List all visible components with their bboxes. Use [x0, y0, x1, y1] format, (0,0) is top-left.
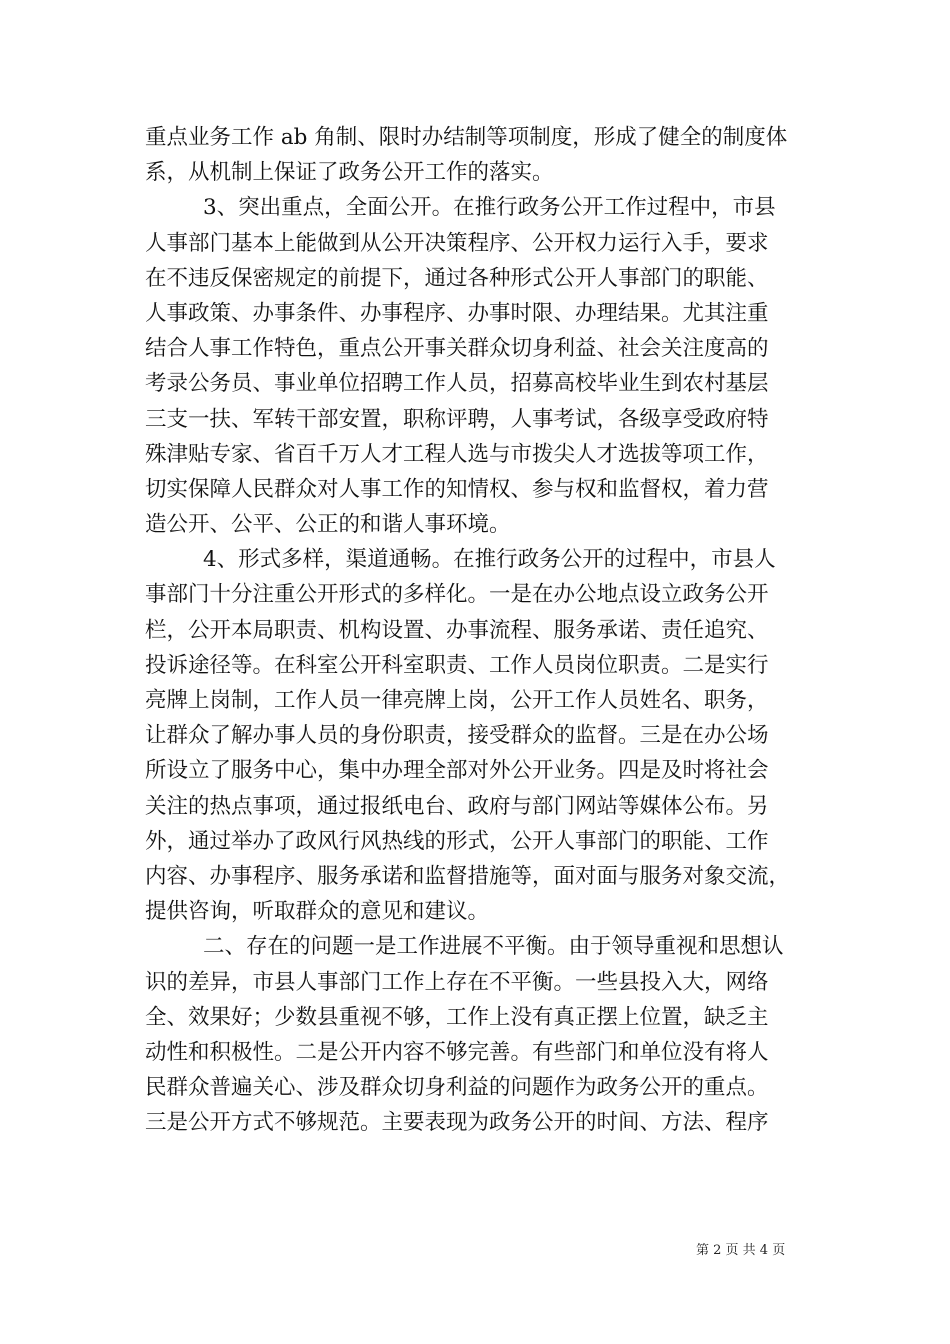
body-line: 民群众普遍关心、涉及群众切身利益的问题作为政务公开的重点。	[145, 1075, 769, 1101]
page-number-footer: 第 2 页 共 4 页	[696, 1243, 786, 1258]
body-line: 系，从机制上保证了政务公开工作的落实。	[145, 160, 554, 186]
body-line: 切实保障人民群众对人事工作的知情权、参与权和监督权，着力营	[145, 476, 769, 502]
document-body	[145, 120, 825, 1140]
body-line: 亮牌上岗制，工作人员一律亮牌上岗，公开工作人员姓名、职务，	[145, 688, 769, 713]
body-line: 造公开、公平、公正的和谐人事环境。	[145, 512, 511, 538]
body-line: 投诉途径等。在科室公开科室职责、工作人员岗位职责。二是实行	[145, 652, 769, 678]
body-line: 内容、办事程序、服务承诺和监督措施等，面对面与服务对象交流，	[145, 863, 791, 889]
body-line: 关注的热点事项，通过报纸电台、政府与部门网站等媒体公布。另	[145, 793, 769, 819]
body-line: 所设立了服务中心，集中办理全部对外公开业务。四是及时将社会	[145, 758, 769, 784]
body-line: 考录公务员、事业单位招聘工作人员，招募高校毕业生到农村基层	[145, 371, 769, 397]
body-line: 三支一扶、军转干部安置，职称评聘，人事考试，各级享受政府特	[145, 406, 769, 432]
body-line: 人事部门基本上能做到从公开决策程序、公开权力运行入手，要求	[145, 230, 769, 256]
body-line: 事部门十分注重公开形式的多样化。一是在办公地点设立政务公开	[145, 582, 769, 608]
body-line: 动性和积极性。二是公开内容不够完善。有些部门和单位没有将人	[145, 1039, 769, 1065]
body-line: 人事政策、办事条件、办事程序、办事时限、办理结果。尤其注重	[145, 300, 769, 326]
body-line: 结合人事工作特色，重点公开事关群众切身利益、社会关注度高的	[145, 336, 769, 362]
paragraph-start-line: 4、形式多样，渠道通畅。在推行政务公开的过程中，市县人	[203, 547, 776, 573]
body-line: 让群众了解办事人员的身份职责，接受群众的监督。三是在办公场	[145, 723, 769, 749]
body-line: 三是公开方式不够规范。主要表现为政务公开的时间、方法、程序	[145, 1110, 769, 1136]
paragraph-start-line: 3、突出重点，全面公开。在推行政务公开工作过程中，市县	[203, 195, 776, 221]
body-line: 外，通过举办了政风行风热线的形式，公开人事部门的职能、工作	[145, 828, 769, 854]
body-line: 殊津贴专家、省百千万人才工程人选与市拨尖人才选拔等项工作，	[145, 441, 769, 467]
body-line: 栏，公开本局职责、机构设置、办事流程、服务承诺、责任追究、	[145, 617, 769, 643]
body-line: 在不违反保密规定的前提下，通过各种形式公开人事部门的职能、	[145, 265, 769, 291]
body-line: 提供咨询，听取群众的意见和建议。	[145, 899, 490, 925]
body-line: 重点业务工作 ab 角制、限时办结制等项制度，形成了健全的制度体	[145, 125, 788, 150]
body-line: 全、效果好；少数县重视不够，工作上没有真正摆上位置，缺乏主	[145, 1004, 769, 1030]
body-line: 识的差异，市县人事部门工作上存在不平衡。一些县投入大，网络	[145, 969, 769, 995]
paragraph-start-line: 二、存在的问题一是工作进展不平衡。由于领导重视和思想认	[203, 934, 784, 960]
